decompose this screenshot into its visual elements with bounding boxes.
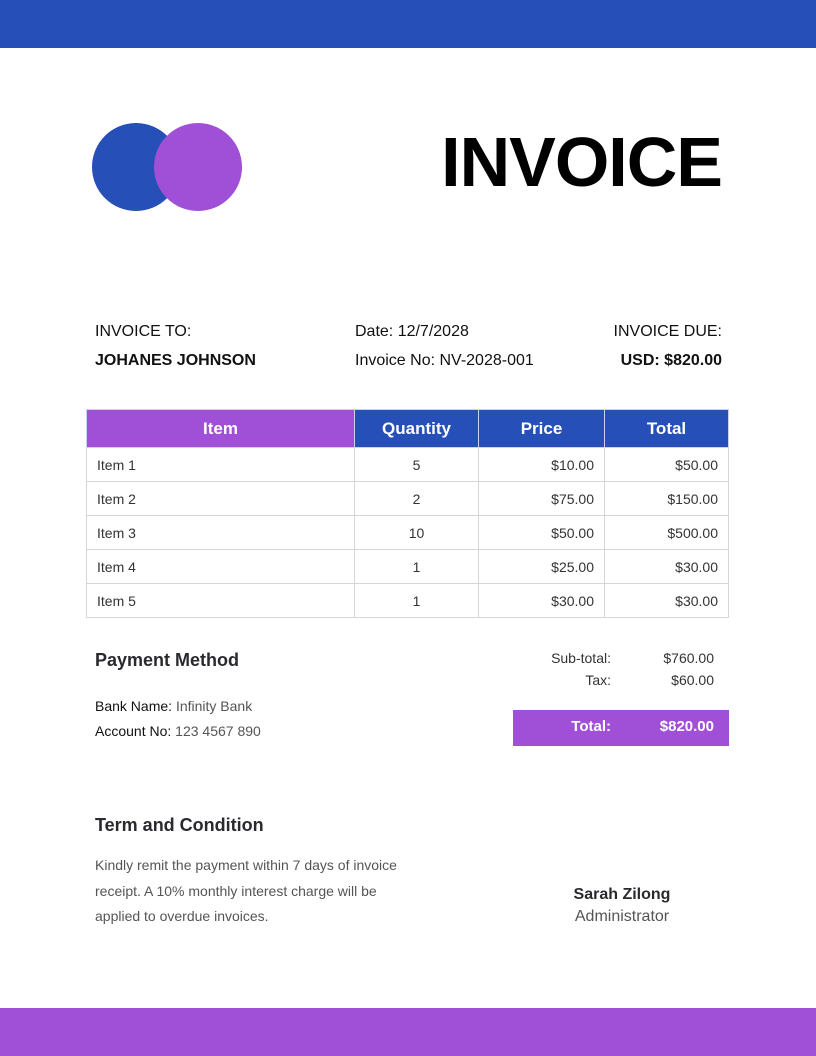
table-header-row <box>87 410 729 448</box>
subtotal-label: Sub-total: <box>551 650 611 666</box>
signer-role: Administrator <box>574 908 670 925</box>
payment-method-title: Payment Method <box>95 650 240 670</box>
invoice-due-label: INVOICE DUE: <box>613 323 722 340</box>
signature-block <box>540 884 704 928</box>
invoice-date: Date: 12/7/2028 <box>355 323 469 340</box>
tax-label: Tax: <box>585 672 611 688</box>
invoice-to-block <box>95 322 256 371</box>
bottom-color-band <box>0 1008 816 1056</box>
cell-quantity: 1 <box>355 550 479 584</box>
terms-title: Term and Condition <box>95 815 264 835</box>
subtotal-value: $760.00 <box>663 650 714 666</box>
header-quantity: Quantity <box>355 410 479 448</box>
invoice-due-block <box>614 322 722 371</box>
cell-price: $75.00 <box>479 482 605 516</box>
tax-value: $60.00 <box>671 672 714 688</box>
cell-item: Item 3 <box>87 516 355 550</box>
cell-total: $150.00 <box>605 482 729 516</box>
header-item: Item <box>87 410 355 448</box>
total-value: $820.00 <box>659 718 714 735</box>
cell-item: Item 1 <box>87 448 355 482</box>
items-table <box>86 409 729 618</box>
cell-total: $30.00 <box>605 550 729 584</box>
terms-text: Kindly remit the payment within 7 days of invoice receipt. A 10% monthly interest charge will be applied to overdue invoices. <box>95 857 397 924</box>
logo <box>92 123 244 211</box>
total-bar <box>513 710 729 746</box>
table-row <box>87 482 729 516</box>
header-price: Price <box>479 410 605 448</box>
purple-circle-icon <box>154 123 242 211</box>
cell-item: Item 2 <box>87 482 355 516</box>
cell-price: $30.00 <box>479 584 605 618</box>
table-row <box>87 448 729 482</box>
cell-quantity: 10 <box>355 516 479 550</box>
cell-total: $50.00 <box>605 448 729 482</box>
cell-total: $500.00 <box>605 516 729 550</box>
top-color-band <box>0 0 816 48</box>
table-row <box>87 516 729 550</box>
document-title: INVOICE <box>441 123 722 201</box>
cell-item: Item 5 <box>87 584 355 618</box>
invoice-to-label: INVOICE TO: <box>95 323 192 340</box>
invoice-info-block <box>355 322 534 371</box>
account-number-line <box>95 723 261 739</box>
table-row <box>87 584 729 618</box>
cell-price: $10.00 <box>479 448 605 482</box>
bank-name-label: Bank Name: <box>95 698 173 714</box>
table-row <box>87 550 729 584</box>
signer-name: Sarah Zilong <box>573 886 671 903</box>
cell-price: $50.00 <box>479 516 605 550</box>
cell-quantity: 2 <box>355 482 479 516</box>
account-number-label: Account No: <box>95 723 172 739</box>
account-number-value: 123 4567 890 <box>175 723 261 739</box>
invoice-number: Invoice No: NV-2028-001 <box>355 352 534 369</box>
bank-name-line <box>95 698 252 714</box>
cell-total: $30.00 <box>605 584 729 618</box>
header-total: Total <box>605 410 729 448</box>
cell-quantity: 1 <box>355 584 479 618</box>
total-label: Total: <box>571 718 611 735</box>
cell-price: $25.00 <box>479 550 605 584</box>
invoice-due-amount: USD: $820.00 <box>620 352 722 369</box>
cell-item: Item 4 <box>87 550 355 584</box>
cell-quantity: 5 <box>355 448 479 482</box>
bank-name-value: Infinity Bank <box>175 698 253 714</box>
client-name: JOHANES JOHNSON <box>95 352 256 369</box>
